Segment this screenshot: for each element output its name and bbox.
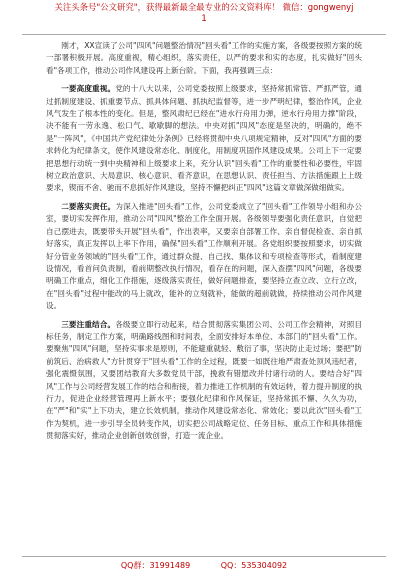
section-3-body: 各级要立即行动起来，结合贯彻落实集团公司、公司工作会精神，对照目标任务，制定工作方案，明确路线图和时间表，全面安排好本单位、本部门的"回头看"工作。要聚焦"四风"问题，坚持实事求是原则，不能避重就轻、敷衍了事，坚决防止走过场；要把"防前筑后、治病救人"方针贯穿于"回头看"工作的全过程，既要一如既往地严肃查处顶风违纪者，强化震慑氛围，又要团结教育大多数党员干部，挽救有错愿改并付诸行动的人。要结合好"四风"工作与公司经营发展工作的结合和衔接，着力推进工作机制的有效运转，着力提升制度的执行力，促进企业经营管理再上新水平；要强化纪律和作风保证，坚持常抓不懈、久久为功，在"严"和"实"上下功夫，建立长效机制，推动作风建设常态化、常效化；要以此次"回头看"工作为契机，进一步引导全员转变作风，切实把公司战略定位、任务目标、重点工作和具体措施贯彻落实好，推动企业创新创效创誉，打造一流企业。	[46, 319, 362, 441]
section-1-body: 党的十八大以来，公司党委按照上级要求，坚持常抓常管、严抓严管，通过抓制度建设、抓重要节点、抓具体问题、抓执纪监督等，进一步严明纪律，整治作风，企业风气发生了根本性的变化。但是，整风肃纪已经在"进水行舟用力弹，逆水行舟用力撑"阶段，决不能有一劳永逸、松口气、歇歇脚的想法。中央对抓"四风"态度是坚决的，明确的，绝不是"一阵风"，《中国共产党纪律处分条例》已经将贯彻中央八项规定精神，反对"四风"方面的要求转化为纪律条文，使作风建设常态化、制度化，用制度巩固作风建设成果。公司上下一定要把思想行动统一到中央精神和上级要求上来，充分认识"回头看"工作的重要性和必要性，牢固树立政治意识、大局意识、核心意识、看齐意识，在思想认识、责任担当、方法措施跟上上级要求，锲而不舍、驰而不息抓好作风建设，坚持不懈把纠正"四风"这篇文章做深做细做实。	[46, 84, 362, 193]
header-divider	[22, 34, 386, 35]
section-1-title: 一要高度重视。	[61, 84, 116, 94]
page-header	[0, 0, 408, 32]
page-footer	[0, 560, 408, 572]
section-3-title: 三要注重结合。	[61, 319, 116, 329]
footer-qq-group: QQ群：31991489	[120, 561, 191, 570]
section-2-paragraph	[46, 201, 362, 313]
header-page-number: 1	[201, 13, 207, 23]
section-2-title: 二要落实责任。	[61, 201, 116, 211]
footer-divider	[22, 556, 386, 557]
section-3-paragraph	[46, 319, 362, 443]
header-promo-text: 关注头条号"公文研究"，获得最新最全最专业的公文资料库！ 微信：gongwenyj	[54, 2, 354, 12]
section-1-paragraph	[46, 83, 362, 195]
section-2-body: 为深入推进"回头看"工作，公司党委成立了"回头看"工作领导小组和办公室，要切实发挥作用，推动公司"四风"整治工作全面开展。各级领导要强化责任意识，自觉把自己摆进去，既要带头开展"回头看"，作出表率，又要亲自部署工作、亲自督促检查、亲自抓好落实，真正发挥以上率下作用，确保"回头看"工作顺利开展。各党组织要按照要求，切实做好分管业务领域的"回头看"工作，通过群众提、自己找、集体议和专项检查等形式，看制度建设情况，看首问负责制，看前期整改执行情况，看存在的问题，深入查摆"四风"问题，各级要明确工作重点，细化工作措施，逐级落实责任，做好问题排查，要坚持立查立改、立行立改，在"回头看"过程中能改的马上就改，能补的立刻就补，能做的超前就做，持续推动公司作风建设。	[46, 201, 363, 311]
document-body	[46, 40, 362, 445]
footer-qq: QQ：535304092	[220, 561, 288, 570]
intro-paragraph: 刚才，XX宣读了公司"四风"问题整治情况"回头看"工作的实施方案，各级要按照方案的统一部署积极开展。高度重视，精心组织，落实责任，以严的要求和实的态度，扎实做好"回头看"各项工作，推动公司作风建设再上新台阶。下面，我再强调三点：	[46, 41, 362, 75]
